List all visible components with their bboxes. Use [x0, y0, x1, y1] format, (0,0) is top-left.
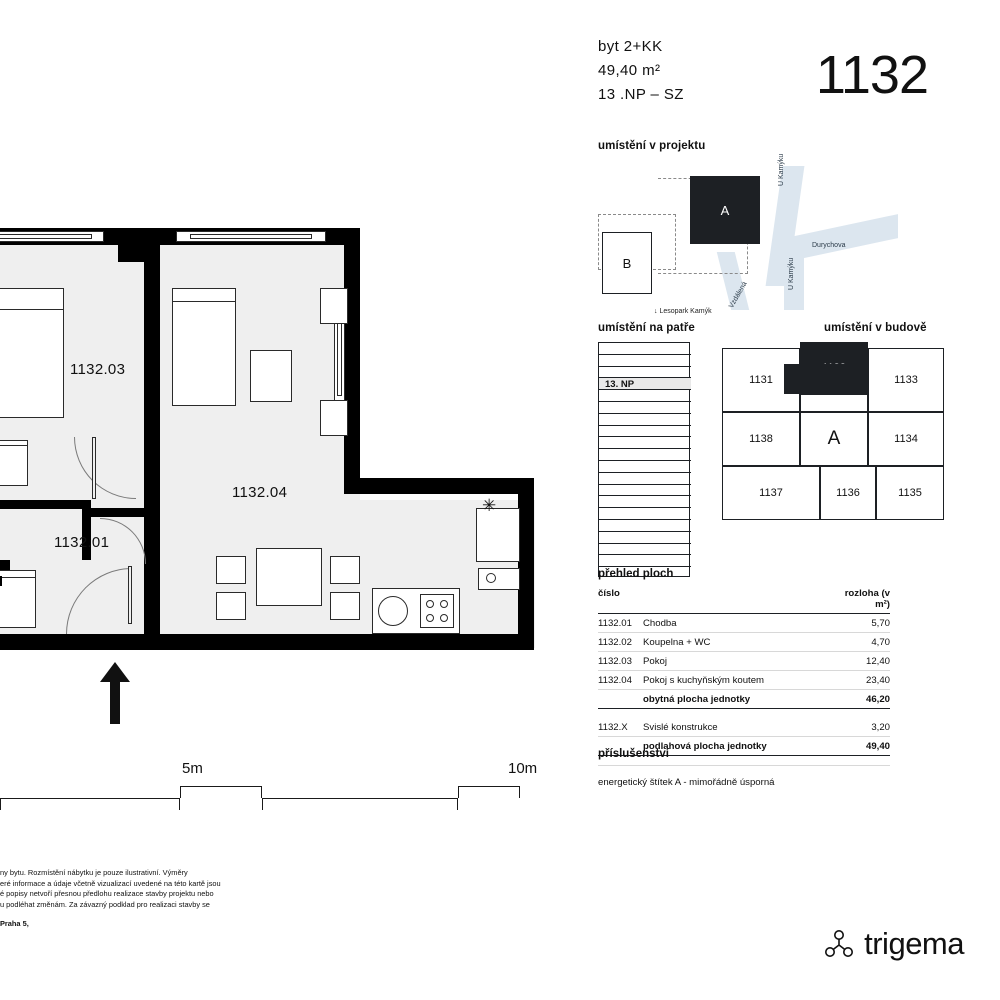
- areas-table: [598, 568, 890, 756]
- bath-fixture-line: [0, 570, 36, 578]
- table-row: [598, 614, 890, 633]
- floor-row: [599, 414, 691, 426]
- areas-title: přehled ploch: [598, 568, 674, 580]
- floor-row: [599, 544, 691, 556]
- partition-hall-top: [90, 508, 160, 517]
- wardrobe-bedroom: [0, 440, 28, 486]
- wall-right-step: [344, 478, 534, 494]
- fridge: [476, 508, 520, 562]
- structures-area: 3,20: [871, 721, 890, 733]
- window-left-glass: [0, 234, 92, 239]
- floor-row: [599, 402, 691, 414]
- shelf-lower: [320, 400, 348, 436]
- burner-2: [440, 600, 448, 608]
- disclaimer-line-3: é popisy netvoří přesnou předlohu realizace stavby projektu nebo: [0, 889, 214, 899]
- wall-bottom-left: [0, 634, 140, 650]
- partition-vertical-main: [144, 245, 160, 513]
- scale-seg-1: [0, 798, 180, 810]
- project-block-b: B: [602, 232, 652, 294]
- table-gap: [598, 709, 890, 718]
- unit-number: 1132: [815, 45, 928, 105]
- table-row-structures: [598, 718, 890, 737]
- brand-logo: [824, 926, 964, 962]
- table-row: [598, 671, 890, 690]
- floor-current-label: 13. NP: [605, 379, 635, 391]
- floor-row: [599, 532, 691, 544]
- shelf-upper: [320, 288, 348, 324]
- disclaimer-line-2: eré informace a údaje včetně vizualizací uvedené na této kartě jsou: [0, 878, 221, 888]
- floor-row: [599, 496, 691, 508]
- accessories-block: [598, 748, 890, 788]
- table-row-subtotal: [598, 690, 890, 709]
- chair-2: [216, 592, 246, 620]
- floor-row: [599, 343, 691, 355]
- disclaimer-line-4: u podléhat změnám. Za závazný podklad pro realizaci stavby se: [0, 900, 210, 910]
- partition-hall-right: [144, 508, 160, 636]
- row-name: Pokoj: [643, 655, 667, 667]
- room-label-1132-01: 1132.01: [54, 534, 110, 551]
- hob-left: [378, 596, 408, 626]
- floor-row: [599, 485, 691, 497]
- floor-row: [599, 461, 691, 473]
- burner-3: [426, 614, 434, 622]
- row-name: Pokoj s kuchyňským koutem: [643, 674, 765, 686]
- burner-1: [426, 600, 434, 608]
- road-label-u-kamyku-2: U Kamýku: [788, 257, 795, 290]
- door-leaf-bedroom: [92, 437, 96, 499]
- table-header-row: [598, 584, 890, 614]
- floor-row: [599, 390, 691, 402]
- scale-label-10m: 10m: [508, 760, 538, 777]
- building-unit-1131: 1131: [722, 348, 800, 412]
- building-unit-1135: 1135: [876, 466, 944, 520]
- project-location-title: umístění v projektu: [598, 140, 706, 152]
- bath-fixture: [0, 570, 36, 628]
- chair-4: [330, 592, 360, 620]
- partition-bath-top: [0, 500, 90, 509]
- accessories-divider: [598, 765, 890, 766]
- floor-row-current: [599, 378, 691, 390]
- floor-row: [599, 367, 691, 379]
- scale-seg-2: [180, 786, 262, 798]
- floor-row: [599, 473, 691, 485]
- floor-row: [599, 555, 691, 567]
- unit-header: [598, 38, 684, 103]
- scale-label-5m: 5m: [182, 760, 203, 777]
- wall-right-upper: [344, 228, 360, 493]
- energy-label: energetický štítek A - mimořádně úsporná: [598, 777, 775, 788]
- chair-1: [216, 556, 246, 584]
- subtotal-name: obytná plocha jednotky: [643, 693, 751, 705]
- total-area: 49,40: [865, 740, 890, 752]
- disclaimer-line-5: Praha 5,: [0, 918, 29, 928]
- wardrobe-bedroom-line: [0, 440, 28, 446]
- row-area: 5,70: [871, 617, 890, 629]
- dining-table: [256, 548, 322, 606]
- burner-4: [440, 614, 448, 622]
- table-row: [598, 633, 890, 652]
- accessories-title: příslušenství: [598, 748, 669, 760]
- col-header-area: rozloha (v m²): [844, 587, 890, 610]
- floor-row: [599, 437, 691, 449]
- building-core-top: [800, 394, 868, 412]
- building-unit-1137: 1137: [722, 466, 820, 520]
- room-label-1132-03: 1132.03: [70, 361, 126, 378]
- building-unit-1136: 1136: [820, 466, 876, 520]
- unit-area: 49,40 m²: [598, 62, 661, 79]
- floor-strip: [598, 342, 690, 577]
- row-name: Chodba: [643, 617, 677, 629]
- unit-type: byt 2+KK: [598, 38, 663, 55]
- unit-floor: 13 .NP – SZ: [598, 86, 684, 103]
- trigema-mark-icon: [824, 927, 854, 961]
- window-right-glass: [190, 234, 312, 239]
- scale-seg-4: [458, 786, 520, 798]
- structures-name: Svislé konstrukce: [643, 721, 718, 733]
- row-area: 23,40: [865, 674, 890, 686]
- bed-headboard: [0, 288, 64, 310]
- brand-name: trigema: [864, 926, 964, 961]
- wall-far-right: [518, 478, 534, 650]
- sink: [478, 568, 520, 590]
- floor-row: [599, 355, 691, 367]
- project-location-map: [598, 153, 898, 315]
- wall-bottom: [140, 634, 534, 650]
- chair-3: [330, 556, 360, 584]
- col-header-name: [643, 588, 832, 610]
- total-name: podlahová plocha jednotky: [643, 740, 767, 752]
- light-icon: ✳: [482, 496, 497, 515]
- sink-drain: [486, 573, 496, 583]
- info-panel: [598, 0, 1000, 1000]
- building-core: A: [800, 412, 868, 466]
- floor-row: [599, 520, 691, 532]
- row-code: 1132.01: [598, 617, 632, 629]
- building-map: [722, 342, 944, 555]
- building-unit-1134: 1134: [868, 412, 944, 466]
- floor-location-title: umístění na patře: [598, 322, 695, 334]
- road-label-durychova: Durychova: [812, 242, 846, 249]
- floor-row: [599, 508, 691, 520]
- entrance-arrow-icon: [96, 662, 134, 724]
- coffee-table: [250, 350, 292, 402]
- door-leaf-entry: [128, 566, 132, 624]
- sofa-back: [172, 288, 236, 302]
- room-label-1132-04: 1132.04: [232, 484, 288, 501]
- table-row: [598, 652, 890, 671]
- row-code: 1132.04: [598, 674, 632, 686]
- row-code: 1132.02: [598, 636, 632, 648]
- park-note: ↓ Lesopark Kamýk: [654, 308, 712, 315]
- structures-code: 1132.X: [598, 721, 628, 733]
- road-label-u-kamyku-1: U Kamýku: [778, 153, 785, 186]
- row-area: 12,40: [865, 655, 890, 667]
- disclaimer: [0, 868, 300, 930]
- row-area: 4,70: [871, 636, 890, 648]
- row-name: Koupelna + WC: [643, 636, 711, 648]
- disclaimer-line-1: ny bytu. Rozmístění nábytku je pouze ilustrativní. Výměry: [0, 868, 188, 877]
- floor-row: [599, 426, 691, 438]
- building-location-title: umístění v budově: [824, 322, 927, 334]
- scale-bar: [140, 760, 540, 810]
- scale-seg-3: [262, 798, 458, 810]
- building-unit-1138: 1138: [722, 412, 800, 466]
- bath-wall-stub: [0, 576, 2, 586]
- hob-right: [420, 594, 454, 628]
- project-block-a: A: [690, 176, 760, 244]
- sofa: [172, 288, 236, 406]
- floor-row: [599, 449, 691, 461]
- row-code: 1132.03: [598, 655, 632, 667]
- col-header-code: číslo: [598, 587, 620, 599]
- building-unit-1133: 1133: [868, 348, 944, 412]
- road-label-vzdalena: Vzdálená: [728, 280, 749, 310]
- subtotal-area: 46,20: [865, 693, 890, 705]
